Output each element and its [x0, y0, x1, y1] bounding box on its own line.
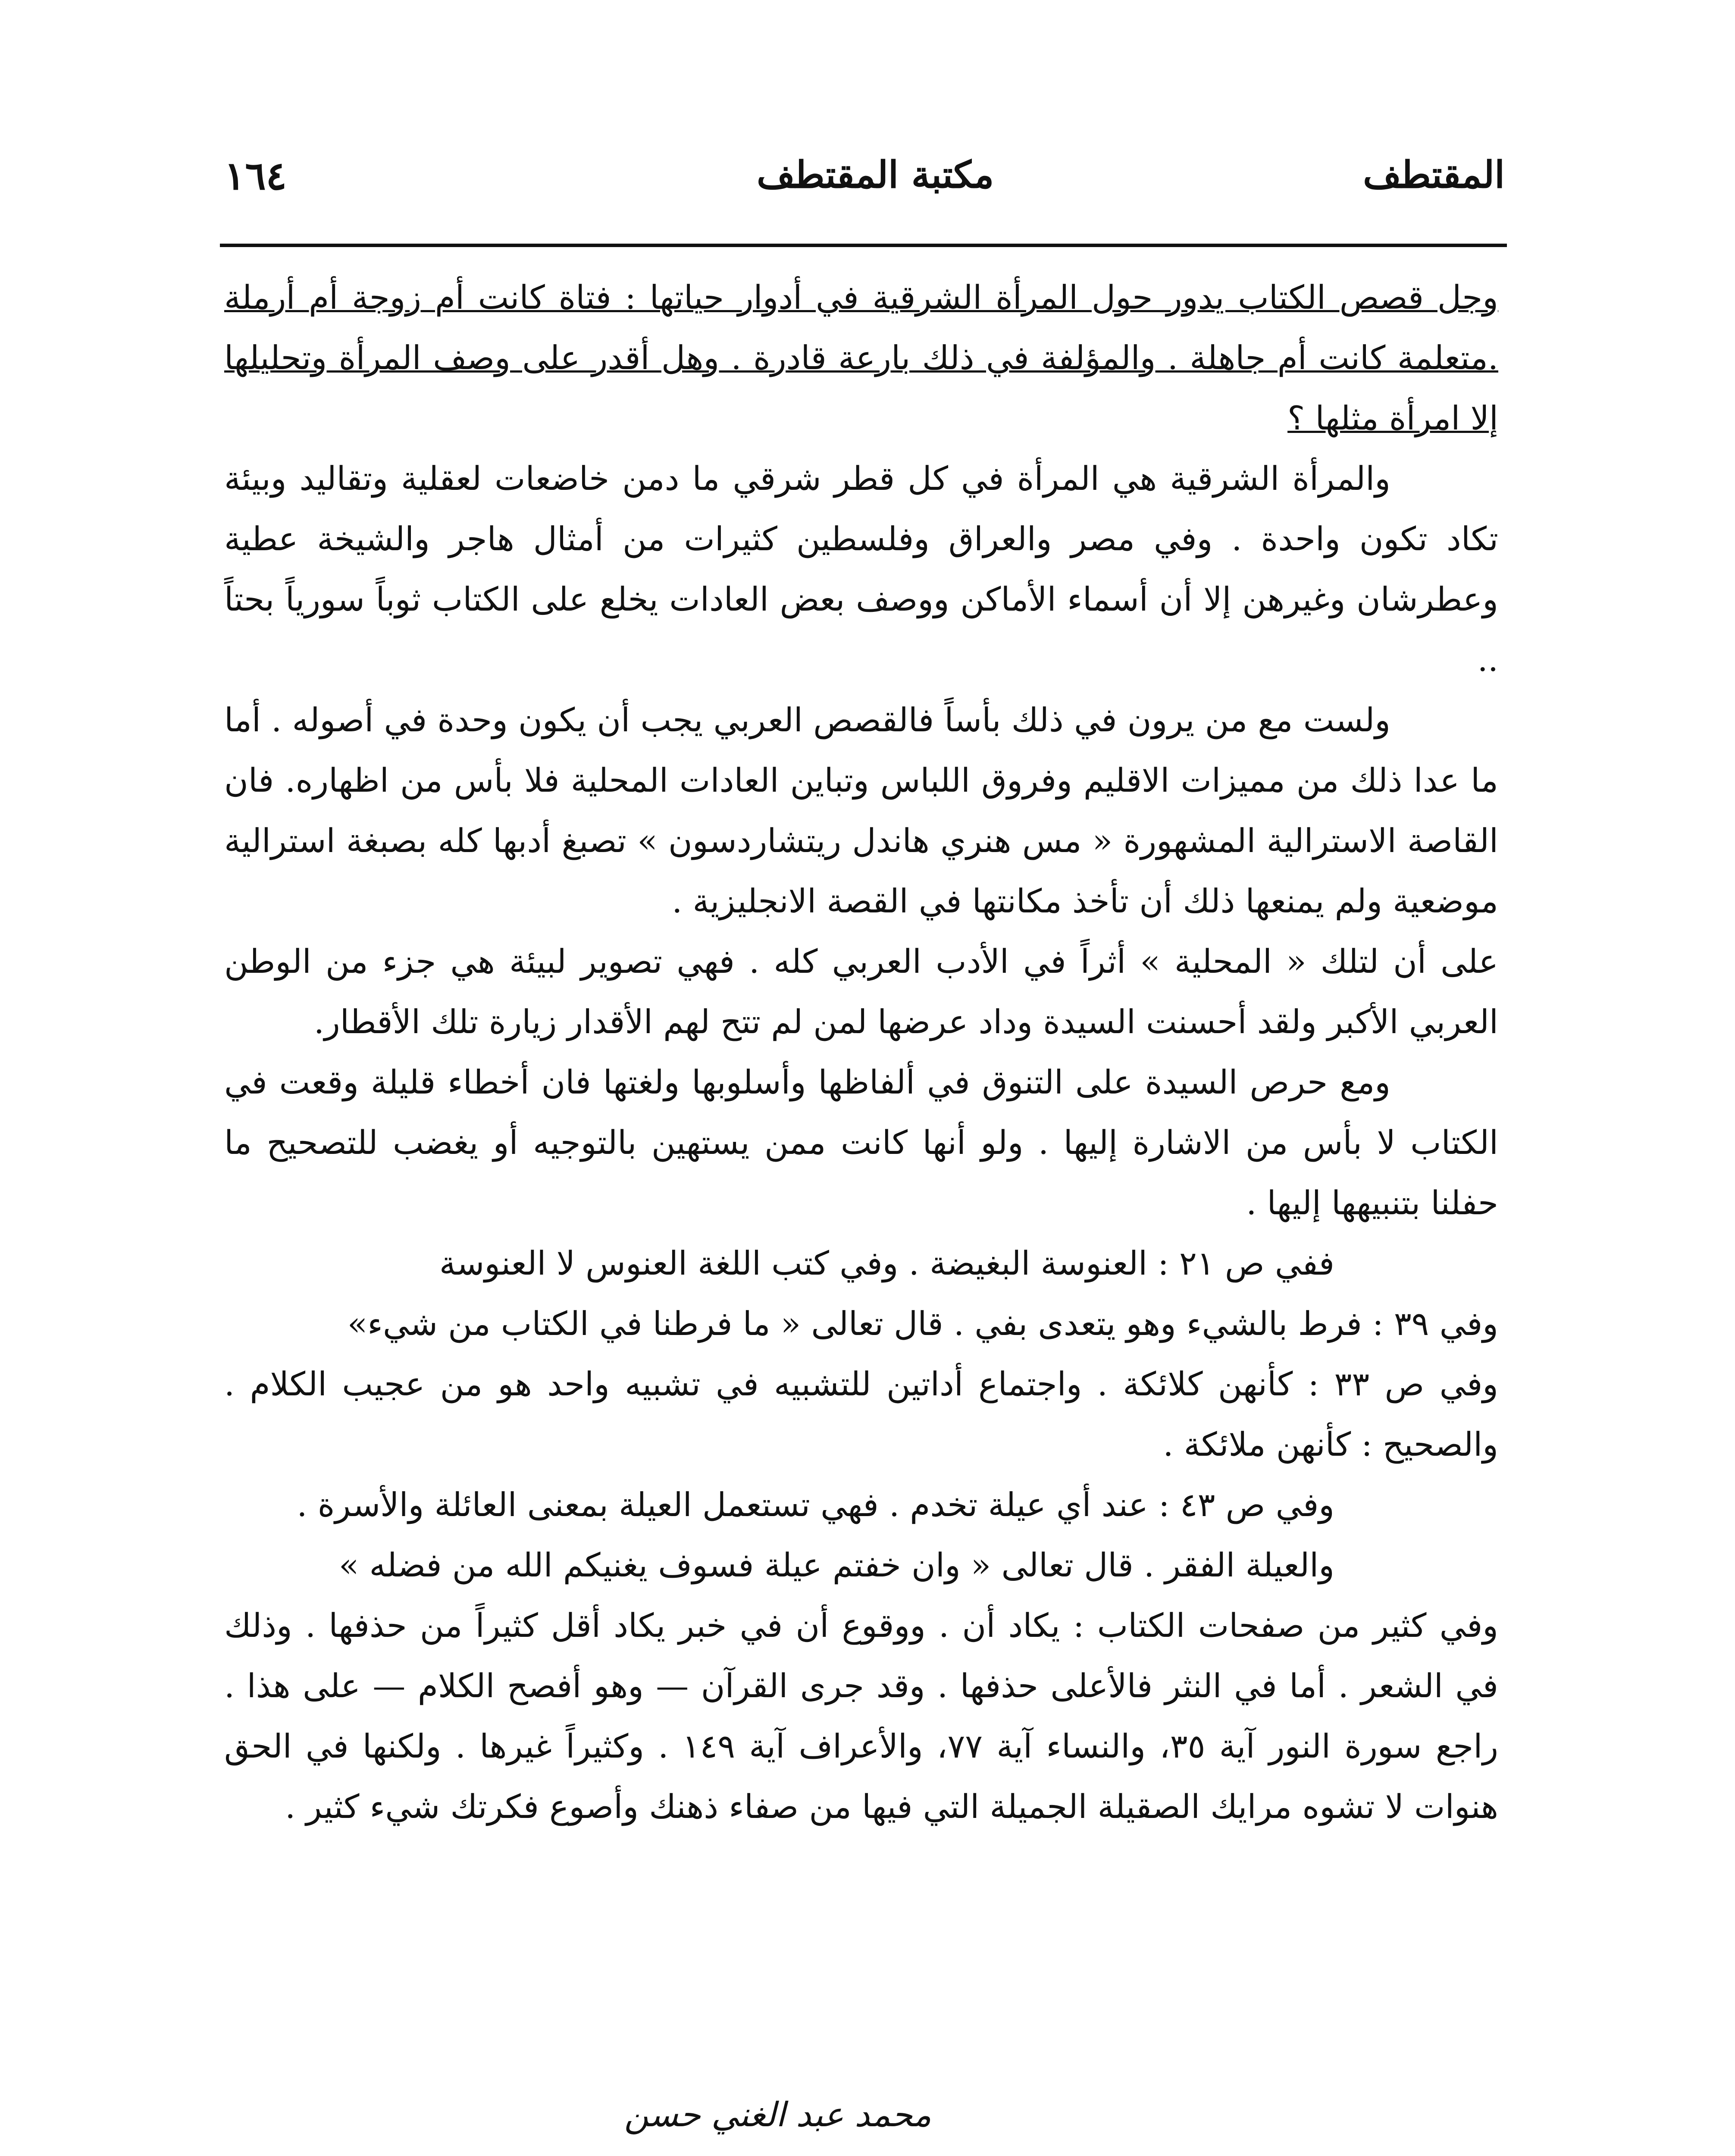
paragraph: وجل قصص الكتاب يدور حول المرأة الشرقية في أدوار حياتها : فتاة كانت أم زوجة أم أرملة .متعلمة كانت أم جاهلة . والمؤلفة في ذلك بارعة قادرة . وهل أقدر على وصف المرأة وتحليلها إلا امرأة مثلها ؟: [224, 278, 1498, 437]
running-title: المقتطف: [1363, 153, 1505, 197]
paragraph: على أن لتلك « المحلية » أثراً في الأدب العربي كله . فهي تصوير لبيئة هي جزء من الوطن العربي الأكبر ولقد أحسنت السيدة وداد عرضها لمن لم تتح لهم الأقدار زيارة تلك الأقطار.: [224, 942, 1498, 1041]
paragraph: والعيلة الفقر . قال تعالى « وان خفتم عيلة فسوف يغنيكم الله من فضله »: [338, 1546, 1334, 1584]
paragraph: وفي ص ٤٣ : عند أي عيلة تخدم . فهي تستعمل العيلة بمعنى العائلة والأسرة .: [297, 1485, 1334, 1524]
paragraph: وفي كثير من صفحات الكتاب : يكاد أن . ووقوع أن في خبر يكاد أقل كثيراً من حذفها . وذلك في الشعر . أما في النثر فالأعلى حذفها . وقد جرى القرآن — وهو أفصح الكلام — على هذا . راجع سورة النور آية ٣٥، والنساء آية ٧٧، والأعراف آية ١٤٩ . وكثيراً غيرها . ولكنها في الحق هنوات لا تشوه مرايك الصقيلة الجميلة التي فيها من صفاء ذهنك وأصوع فكرتك شيء كثير .: [224, 1606, 1499, 1826]
paragraph: والمرأة الشرقية هي المرأة في كل قطر شرقي ما دمن خاضعات لعقلية وتقاليد وبيئة تكاد تكون واحدة . وفي مصر والعراق وفلسطين كثيرات من أمثال هاجر والشيخة عطية وعطرشان وغيرهن إلا أن أسماء الأماكن ووصف بعض العادات يخلع على الكتاب ثوباً سورياً بحتاً ..: [224, 459, 1498, 679]
paragraph: ففي ص ٢١ : العنوسة البغيضة . وفي كتب اللغة العنوس لا العنوسة: [439, 1244, 1334, 1282]
paragraph: ولست مع من يرون في ذلك بأساً فالقصص العربي يجب أن يكون وحدة في أصوله . أما ما عدا ذلك من مميزات الاقليم وفروق اللباس وتباين العادات المحلية فلا بأس من اظهاره. فان القاصة الاسترالية المشهورة « مس هنري هاندل ريتشاردسون » تصبغ أدبها كله بصبغة استرالية موضعية ولم يمنعها ذلك أن تأخذ مكانتها في القصة الانجليزية .: [224, 701, 1498, 920]
paragraph: وفي ٣٩ : فرط بالشيء وهو يتعدى بفي . قال تعالى « ما فرطنا في الكتاب من شيء»: [347, 1304, 1498, 1343]
paragraph: ومع حرص السيدة على التنوق في ألفاظها وأسلوبها ولغتها فان أخطاء قليلة وقعت في الكتاب لا بأس من الاشارة إليها . ولو أنها كانت ممن يستهين بالتوجيه أو يغضب للتصحيح ما حفلنا بتنبيهها إليها .: [224, 1063, 1498, 1222]
section-title: مكتبة المقتطف: [757, 153, 994, 197]
article-body: [224, 267, 1498, 2100]
author-signature: محمد عبد الغني حسن: [624, 2096, 931, 2134]
page-number: ١٦٤: [224, 153, 287, 199]
header-rule: [220, 244, 1507, 247]
paragraph: وفي ص ٣٣ : كأنهن كلائكة . واجتماع أداتين للتشبيه في تشبيه واحد هو من عجيب الكلام . والصحيح : كأنهن ملائكة .: [224, 1365, 1499, 1463]
page-header: [224, 153, 1505, 218]
